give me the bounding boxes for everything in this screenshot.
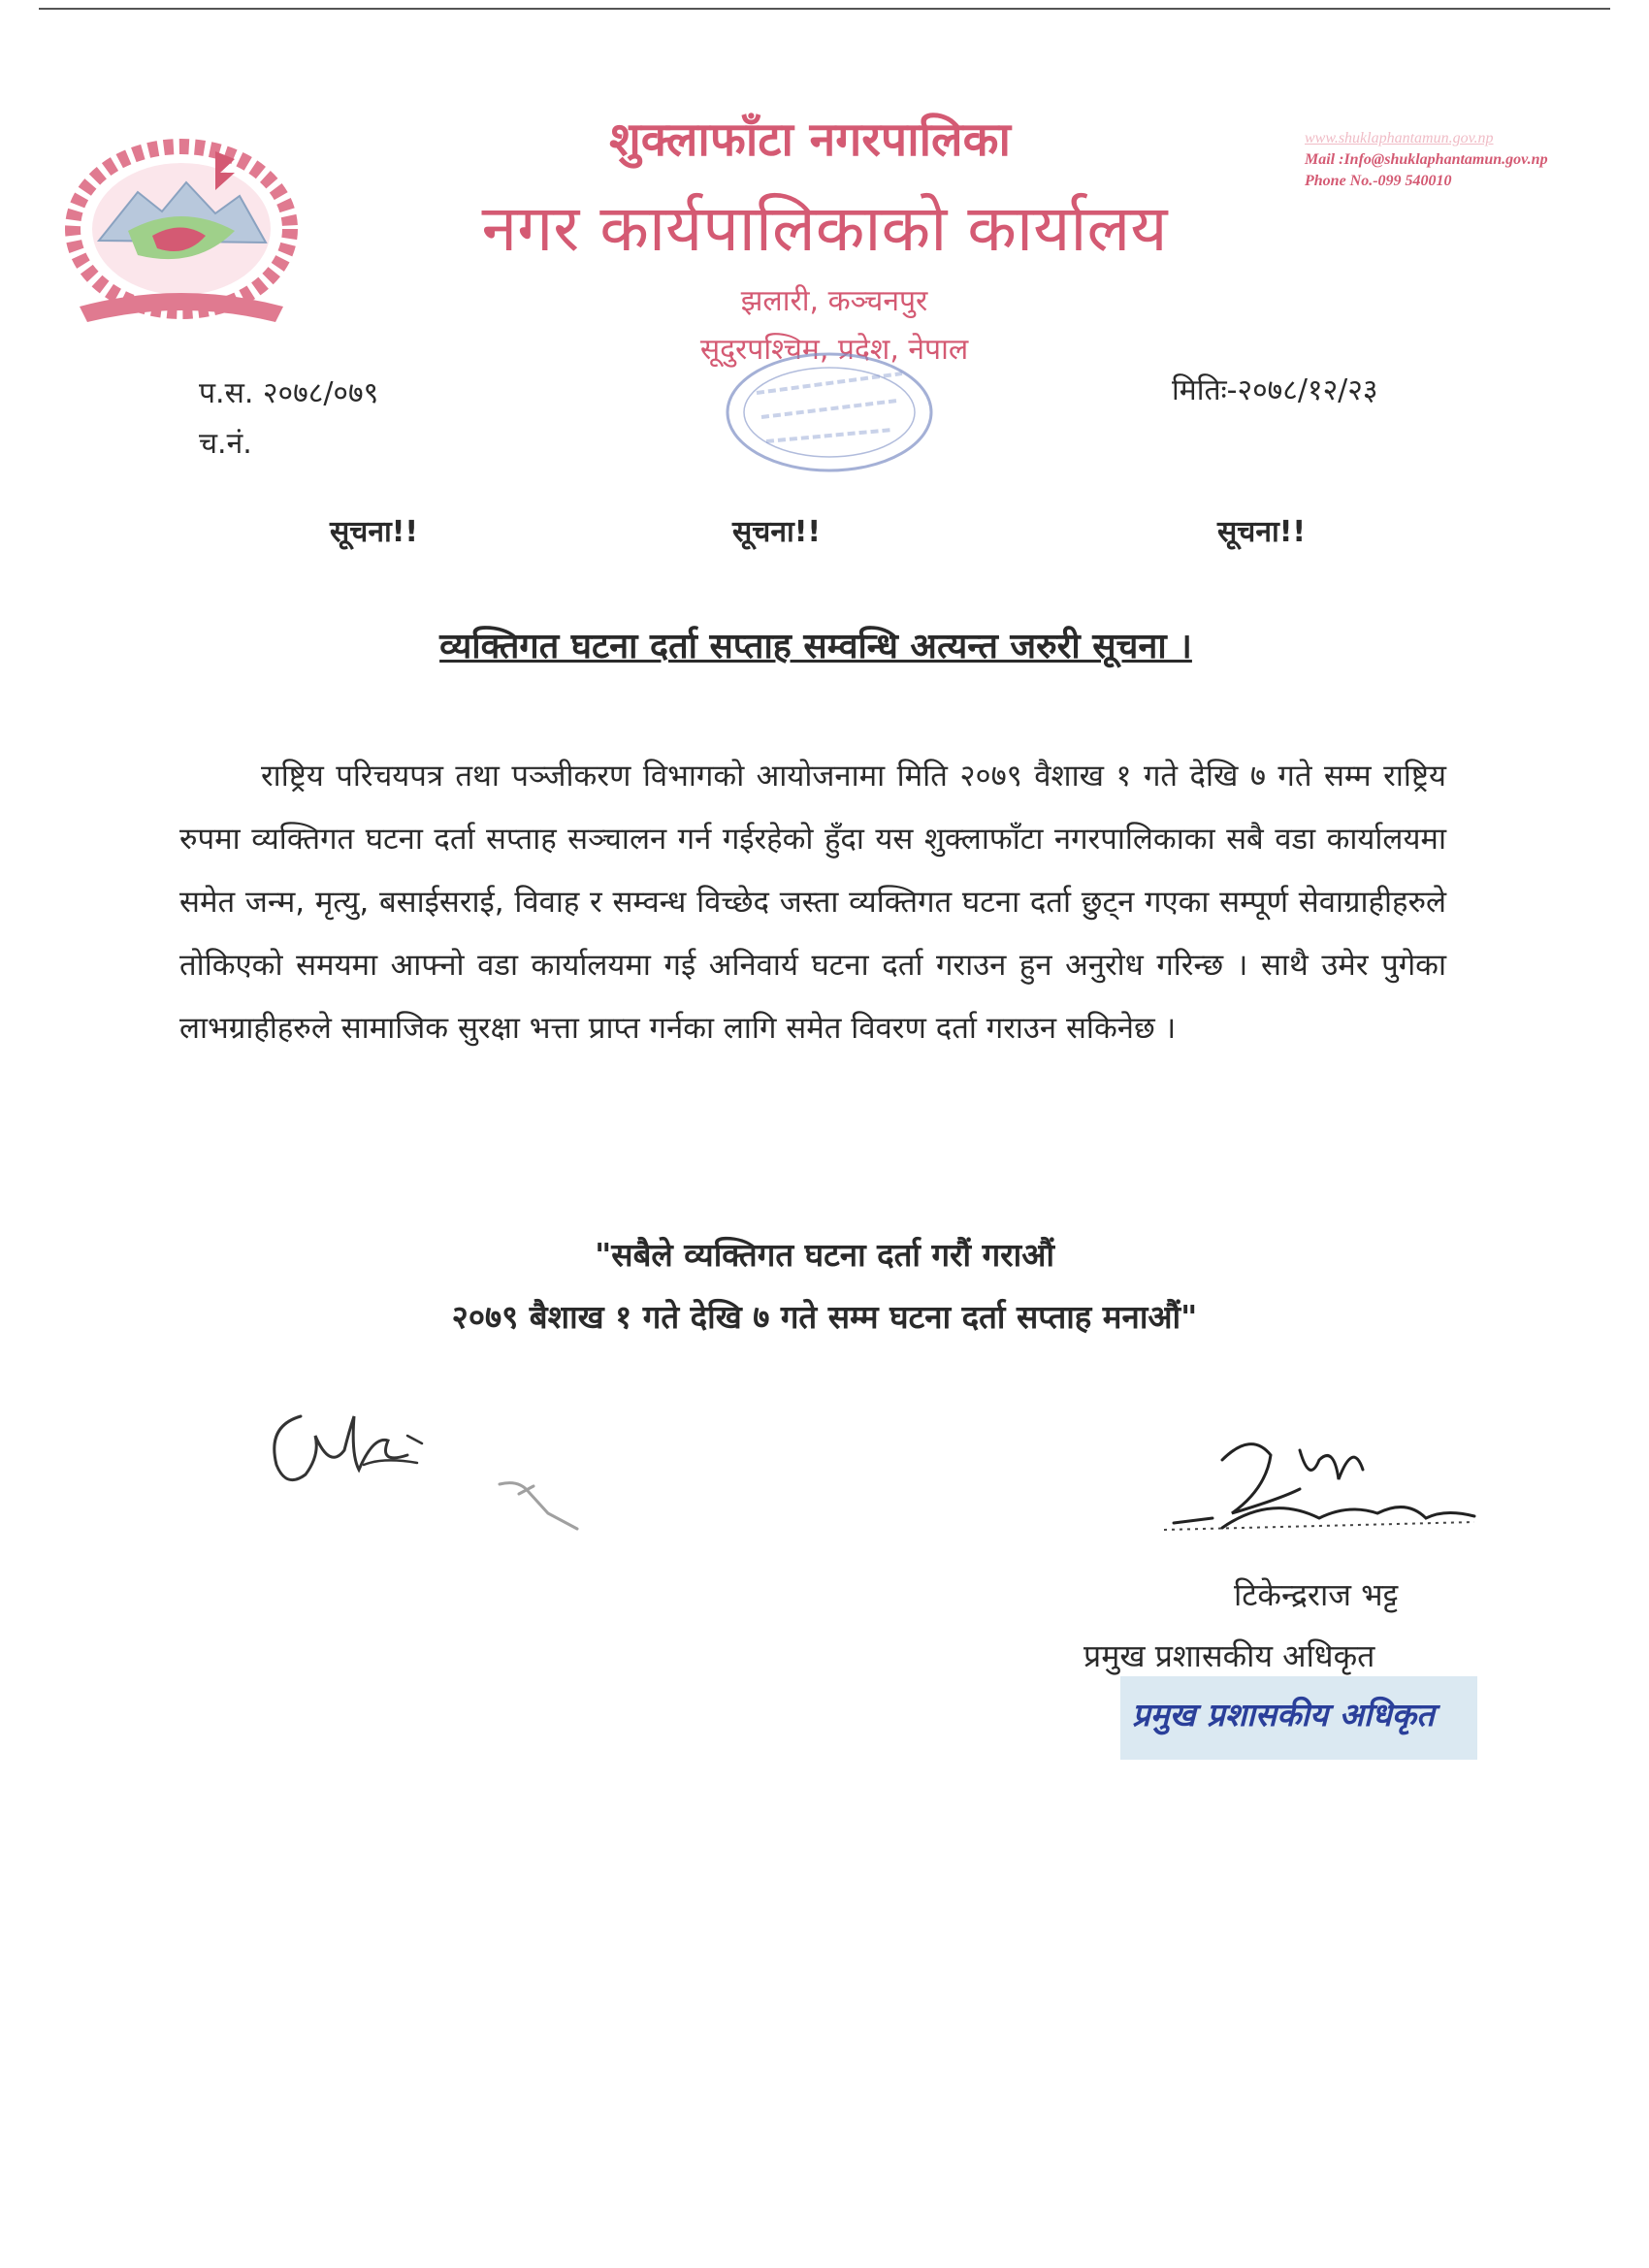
notice-label-center: सूचना!! <box>732 515 822 549</box>
notice-label-right: सूचना!! <box>1217 515 1307 549</box>
website-link[interactable]: www.shuklaphantamun.gov.np <box>1305 130 1494 146</box>
signatory-title: प्रमुख प्रशासकीय अधिकृत <box>1083 1637 1375 1674</box>
designation-stamp <box>1120 1676 1477 1760</box>
email-text: Mail :Info@shuklaphantamun.gov.np <box>1305 151 1548 168</box>
contact-block <box>1305 128 1625 192</box>
letter-number: प.स. २०७८/०७९ <box>199 376 379 410</box>
initial-signature <box>262 1397 446 1513</box>
designation-stamp-text: प्रमुख प्रशासकीय अधिकृत <box>1132 1696 1435 1733</box>
reference-block <box>199 369 378 470</box>
letter-date: मितिः-२०७८/१२/२३ <box>1172 373 1378 407</box>
slogan-line-2: २०७९ बैशाख १ गते देखि ७ गते सम्म घटना दर्ता सप्ताह मनाऔं" <box>451 1298 1198 1336</box>
address-line-2: सूदुरपश्चिम, प्रदेश, नेपाल <box>699 333 969 367</box>
officer-signature <box>1154 1421 1504 1586</box>
notice-body: राष्ट्रिय परिचयपत्र तथा पञ्जीकरण विभागको आयोजनामा मिति २०७९ वैशाख १ गते देखि ७ गते सम्म राष्ट्रिय रुपमा व्यक्तिगत घटना दर्ता सप्ताह सञ्चालन गर्न गईरहेको हुँदा यस शुक्लाफाँटा नगरपालिकाका सबै वडा कार्यालयमा समेत जन्म, मृत्यु, बसाईसराई, विवाह र सम्वन्ध विच्छेद जस्ता व्यक्तिगत घटना दर्ता छुट्न गएका सम्पूर्ण सेवाग्राहीहरुले तोकिएको समयमा आफ्नो वडा कार्यालयमा गई अनिवार्य घटना दर्ता गराउन हुन अनुरोध गरिन्छ । साथै उमेर पुगेका लाभग्राहीहरुले सामाजिक सुरक्षा भत्ता प्राप्त गर्नका लागि समेत विवरण दर्ता गराउन सकिनेछ । <box>179 759 1446 1046</box>
municipality-name: शुक्लाफाँटा नगरपालिका <box>609 113 1011 167</box>
phone-text: Phone No.-099 540010 <box>1305 173 1452 189</box>
slogan-block <box>242 1224 1406 1348</box>
office-name: नगर कार्यपालिकाको कार्यालय <box>481 191 1168 266</box>
slogan-line-1: "सबैले व्यक्तिगत घटना दर्ता गरौं गराऔं <box>595 1236 1054 1274</box>
address-line-1: झलारी, कञ्चनपुर <box>740 284 928 318</box>
dispatch-number: च.नं. <box>199 427 252 461</box>
office-seal-icon <box>718 344 941 480</box>
notice-subject: व्यक्तिगत घटना दर्ता सप्ताह सम्वन्धि अत्यन्त जरुरी सूचना । <box>439 627 1192 666</box>
top-border-line <box>39 8 1610 10</box>
nepal-emblem-icon <box>60 134 303 328</box>
ink-smudge <box>490 1465 587 1533</box>
signatory-name: टिकेन्द्रराज भट्ट <box>1234 1576 1399 1613</box>
notice-label-left: सूचना!! <box>330 515 419 549</box>
